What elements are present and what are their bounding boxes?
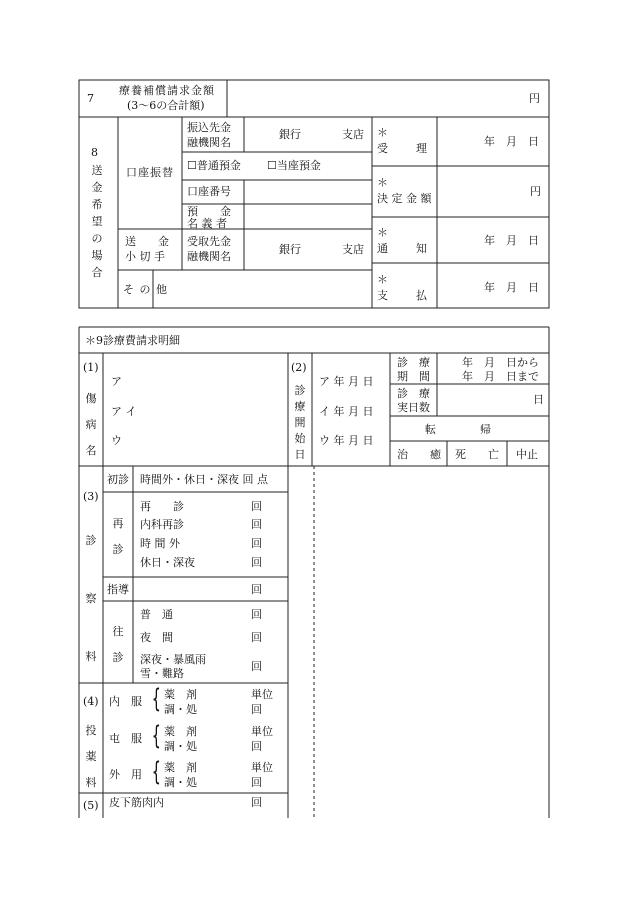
oushin-label: 往診 <box>112 625 124 664</box>
saishin-item-3: 時 間 外 <box>140 537 180 550</box>
shiharai-label: 支 払 <box>377 289 429 302</box>
shiharai-star: ＊ <box>377 273 388 286</box>
outcome-cured: 治 癒 <box>397 448 441 461</box>
gaiyo-label: 外 用 <box>109 768 142 781</box>
sokin-label-2: 小 切 手 <box>125 250 165 263</box>
start-u: ウ 年 月 日 <box>319 434 374 447</box>
tonpuku-yakuzai: 薬 剤 <box>164 725 197 738</box>
uketori-label-1: 受取先金 <box>187 235 231 248</box>
box7-title: 療養補償請求金額 <box>119 84 215 97</box>
gaiyo-chosho: 調・処 <box>164 776 197 789</box>
disease-a: ア <box>111 375 122 388</box>
saishin-kai-1: 回 <box>251 500 262 513</box>
tonpuku-brace: { <box>151 721 161 751</box>
saishin-kai-4: 回 <box>251 556 262 569</box>
shido-label: 指導 <box>107 583 129 596</box>
outcome-label: 転 帰 <box>425 423 491 436</box>
sonota-label: そ の 他 <box>123 283 168 296</box>
box8-label: 送金希望の場合 <box>91 164 103 279</box>
oushin-kai-3: 回 <box>251 660 262 673</box>
oushin-kai-1: 回 <box>251 608 262 621</box>
tsuchi-date: 年 月 日 <box>484 234 539 247</box>
injection-kai: 回 <box>251 796 262 809</box>
naifuku-label: 内 服 <box>109 695 142 708</box>
naifuku-chosho: 調・処 <box>164 703 197 716</box>
tsuchi-star: ＊ <box>377 226 388 239</box>
medication-label: 投薬料 <box>85 724 97 789</box>
period-from: 年 月 日から <box>462 356 539 369</box>
start-a: ア 年 月 日 <box>319 375 374 388</box>
disease-i: ア イ <box>111 405 137 418</box>
gaiyo-kai: 回 <box>251 776 262 789</box>
furikomi-label-2: 融機関名 <box>187 136 231 149</box>
exam-num: (3) <box>83 490 99 503</box>
sokin-label-1: 送 金 <box>125 235 169 248</box>
oushin-special-1: 深夜・暴風雨 <box>140 653 206 666</box>
outcome-stopped: 中止 <box>516 448 538 461</box>
naifuku-unit: 単位 <box>251 688 273 701</box>
start-i: イ 年 月 日 <box>319 405 374 418</box>
saishin-kai-2: 回 <box>251 518 262 531</box>
box7-number: 7 <box>87 92 94 105</box>
gaiyo-brace: { <box>151 757 161 787</box>
gaiyo-yakuzai: 薬 剤 <box>164 761 197 774</box>
furikomi-branch: 支店 <box>342 128 364 141</box>
tonpuku-kai: 回 <box>251 740 262 753</box>
shoshin-detail: 時間外・休日・深夜 回 点 <box>140 473 268 486</box>
box9-title: ＊9診療費請求明細 <box>85 334 180 347</box>
saishin-item-4: 休日・深夜 <box>140 556 195 569</box>
juri-star: ＊ <box>377 126 388 139</box>
juri-date: 年 月 日 <box>484 135 539 148</box>
saishin-item-1: 再 診 <box>140 500 184 513</box>
meigi-label-1: 預 金 <box>187 205 231 218</box>
days-label-2: 実日数 <box>397 401 430 414</box>
start-label: 診療開始日 <box>294 384 306 461</box>
juri-label: 受 理 <box>377 142 429 155</box>
tsuchi-label: 通 知 <box>377 242 429 255</box>
injection-num: (5) <box>83 799 99 812</box>
start-num: (2) <box>291 361 307 374</box>
toza-checkbox[interactable]: ☐当座預金 <box>267 159 321 172</box>
box8-number: 8 <box>91 146 98 159</box>
oushin-special-2: 雪・難路 <box>140 667 184 680</box>
oushin-item-2: 夜 間 <box>140 631 173 644</box>
uketori-bank: 銀行 <box>279 243 301 256</box>
box7-yen: 円 <box>529 92 540 105</box>
outcome-died: 死 亡 <box>455 448 499 461</box>
days-label-1: 診 療 <box>397 387 430 400</box>
box7-subtitle: (3〜6の合計額) <box>127 99 205 112</box>
oushin-item-1: 普 通 <box>140 608 173 621</box>
uketori-branch: 支店 <box>342 243 364 256</box>
furikomi-bank: 銀行 <box>279 128 301 141</box>
saishin-label: 再診 <box>112 517 124 556</box>
period-label-2: 期 間 <box>397 370 430 383</box>
kettei-star: ＊ <box>377 176 388 189</box>
naifuku-brace: { <box>151 684 161 714</box>
koza-furikae-label: 口座振替 <box>126 166 174 179</box>
saishin-item-2: 内科再診 <box>140 518 184 531</box>
medication-num: (4) <box>83 695 99 708</box>
oushin-kai-2: 回 <box>251 631 262 644</box>
naifuku-yakuzai: 薬 剤 <box>164 688 197 701</box>
kettei-label: 決 定 金 額 <box>377 192 432 205</box>
tonpuku-label: 屯 服 <box>109 732 142 745</box>
koza-bango-label: 口座番号 <box>187 185 231 198</box>
disease-num: (1) <box>83 361 99 374</box>
shido-kai: 回 <box>251 583 262 596</box>
shiharai-date: 年 月 日 <box>484 281 539 294</box>
naifuku-kai: 回 <box>251 703 262 716</box>
tonpuku-chosho: 調・処 <box>164 740 197 753</box>
futsu-checkbox[interactable]: ☐普通預金 <box>187 159 241 172</box>
disease-label: 傷病名 <box>85 392 97 457</box>
saishin-kai-3: 回 <box>251 537 262 550</box>
exam-label: 診察料 <box>85 534 97 663</box>
period-to: 年 月 日まで <box>462 370 539 383</box>
kettei-yen: 円 <box>530 185 541 198</box>
disease-u: ウ <box>111 434 122 447</box>
tonpuku-unit: 単位 <box>251 725 273 738</box>
meigi-label-2: 名 義 者 <box>187 217 227 230</box>
injection-item: 皮下筋肉内 <box>109 796 164 809</box>
days-unit: 日 <box>533 393 544 406</box>
period-label-1: 診 療 <box>397 356 430 369</box>
furikomi-label-1: 振込先金 <box>187 121 231 134</box>
uketori-label-2: 融機関名 <box>187 250 231 263</box>
gaiyo-unit: 単位 <box>251 761 273 774</box>
shoshin-label: 初診 <box>107 473 129 486</box>
